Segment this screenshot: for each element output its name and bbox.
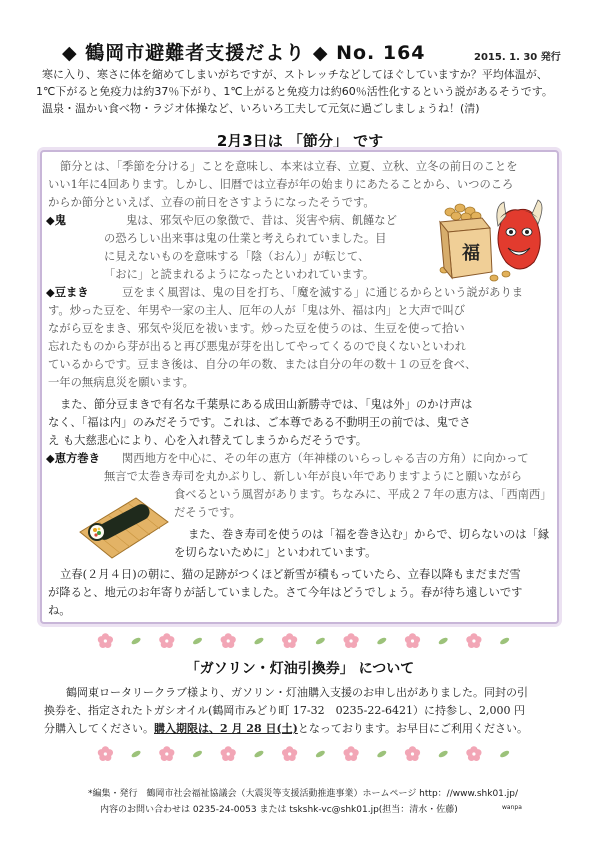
leaf-icon [253, 749, 264, 758]
issue-date: 2015. 1. 30 発行 [474, 52, 561, 63]
gasoline-line-2: 換券を、指定されたトガシオイル(鶴岡市みどり町 17-32 0235-22-6421）に持参し、2,000 円 [44, 704, 526, 717]
plum-flower-icon [159, 633, 174, 648]
ehou-line-4: だそうです。 [174, 506, 241, 519]
rissyun-line-3: ね。 [48, 604, 71, 617]
leaf-icon [376, 636, 387, 645]
leaf-icon [438, 636, 449, 645]
plum-flower-icon [405, 633, 420, 648]
ehomaki-sushi-illustration [72, 486, 172, 562]
newsletter-title: ◆ 鶴岡市避難者支援だより ◆ No. 164 [62, 42, 426, 64]
plum-flower-icon [98, 746, 113, 761]
footer-publisher: *編集・発行 鶴岡市社会福祉協議会（大震災等支援活動推進事業）ホームページ http：//www.shk01.jp/ [88, 789, 519, 799]
plum-flower-icon [344, 633, 359, 648]
leaf-icon [499, 636, 510, 645]
rissyun-line-2: が降ると、地元のお年寄りが話していました。さて今年はどうでしょう。春が待ち遠しいです [48, 586, 523, 599]
leaf-icon [192, 636, 203, 645]
gasoline-line-3-start: 分購入してください。 [44, 722, 154, 735]
leaf-icon [192, 749, 203, 758]
setsubun-p1-line-2: いい1年に4回あります。しかし、旧暦では立春が年の始まりにあたることから、いつのころ [48, 178, 514, 191]
plum-flower-icon [344, 746, 359, 761]
plum-flower-icon [282, 633, 297, 648]
fuku-character: 福 [462, 243, 480, 264]
intro-line-3: 温泉・温かい食べ物・ラジオ体操など、いろいろ工夫して元気に過ごしましょうね！(清) [42, 102, 480, 115]
ehou-line-6: を切らないために」といわれています。 [174, 546, 377, 559]
setsubun-p1-line-1: 節分とは、「季節を分ける」ことを意味し、本来は立春、立夏、立秋、立冬の前日のことを [60, 160, 518, 173]
mame-line-5: ているからです。豆まき後は、自分の年の数、または自分の年の数＋１の豆を食べ、 [48, 358, 477, 371]
oni-line-3: に見えないものを意味する「陰（おん）」が転じて、 [104, 250, 370, 263]
ehou-line-3: 食べるという風習があります。ちなみに、平成２７年の恵方は、「西南西」 [174, 488, 552, 501]
mame-line-3: ながら豆をまき、邪気や災厄を祓います。炒った豆を使うのは、生豆を使って拾い [48, 322, 465, 335]
narita-line-2: なく、「福は内」のみだそうです。これは、ご本尊である不動明王の前では、鬼でさ [48, 416, 471, 429]
ehou-line-1: 関西地方を中心に、その年の恵方（年神様のいらっしゃる吉の方角）に向かって [122, 452, 529, 465]
plum-flower-icon [98, 633, 113, 648]
leaf-icon [499, 749, 510, 758]
mame-line-1: 豆をまく風習は、鬼の目を打ち、「魔を滅する」に通じるからという説がありま [122, 286, 524, 299]
plum-flower-icon [466, 746, 481, 761]
rissyun-line-1: 立春(２月４日)の朝に、猫の足跡がつくほど新雪が積もっていたら、立春以降もまだまだ雪 [60, 568, 521, 581]
mame-line-6: 一年の無病息災を願います。 [48, 376, 194, 389]
plum-flower-border-bottom [90, 743, 520, 765]
leaf-icon [315, 749, 326, 758]
plum-flower-border-top [90, 630, 520, 652]
narita-line-1: また、節分豆まきで有名な千葉県にある成田山新勝寺では、「鬼は外」のかけ声は [60, 398, 473, 411]
plum-flower-icon [282, 746, 297, 761]
leaf-icon [131, 636, 142, 645]
setsubun-p1-line-3: からか節分といえば、立春の前日をさすようになったそうです。 [48, 196, 375, 209]
leaf-icon [438, 749, 449, 758]
leaf-icon [253, 636, 264, 645]
gasoline-line-3-end: となっております。お早目にご利用ください。 [297, 722, 528, 735]
plum-flower-icon [159, 746, 174, 761]
plum-flower-icon [221, 633, 236, 648]
plum-flower-icon [221, 746, 236, 761]
oni-line-1: 鬼は、邪気や厄の象徴で、昔は、災害や病、飢饉など [126, 214, 397, 227]
purchase-deadline: 購入期限は、2 月 28 日(土) [154, 722, 298, 735]
oni-line-4: 「おに」と読まれるようになったといわれています。 [104, 268, 375, 281]
oni-masu-illustration [434, 196, 550, 288]
gasoline-heading: 「ガソリン・灯油引換券」 について [185, 661, 415, 677]
ehou-line-2: 無言で太巻き寿司を丸かぶりし、新しい年が良い年でありますようにと願いながら [104, 470, 522, 483]
gasoline-line-3 [44, 720, 528, 738]
plum-flower-icon [466, 633, 481, 648]
gasoline-line-1: 鶴岡東ロータリークラブ様より、ガソリン・灯油購入支援のお申し出がありました。同封の引 [66, 686, 528, 699]
leaf-icon [376, 749, 387, 758]
leaf-icon [315, 636, 326, 645]
oni-label: ◆鬼 [46, 214, 66, 227]
intro-line-2: 1℃下がると免疫力は約37％下がり、1℃上がると免疫力は約60％活性化するという説があるそうです。 [36, 85, 553, 98]
intro-line-1: 寒に入り、寒さに体を縮めてしまいがちですが、ストレッチなどしてほぐしていますか？平均体温が、 [42, 68, 548, 81]
ehou-line-5: また、巻き寿司を使うのは「福を巻き込む」からで、切らないのは「縁 [188, 528, 550, 541]
mame-line-2: す。炒った豆を、年男や一家の主人、厄年の人が「鬼は外、福は内」と大声で叫び [48, 304, 466, 317]
setsubun-article-box [40, 150, 559, 624]
setsubun-heading: 2月3日は 「節分」 です [216, 132, 384, 150]
plum-flower-icon [405, 746, 420, 761]
ehou-label: ◆恵方巻き [46, 452, 100, 465]
leaf-icon [131, 749, 142, 758]
mame-line-4: 忘れたものから芽が出ると再び悪鬼が芽を出してやってくるので良くないといわれ [48, 340, 466, 353]
mame-label: ◆豆まき [46, 286, 89, 299]
footer-contact: 内容のお問い合わせは 0235-24-0053 または tskshk-vc@shk01.jp(担当：清水・佐藤) [100, 805, 458, 815]
footer-credit: wanpa [502, 804, 522, 811]
narita-line-3: え も大慈悲心により、心を入れ替えてしまうからだそうです。 [48, 434, 368, 447]
oni-line-2: の恐ろしい出来事は鬼の仕業と考えられていました。目 [104, 232, 387, 245]
